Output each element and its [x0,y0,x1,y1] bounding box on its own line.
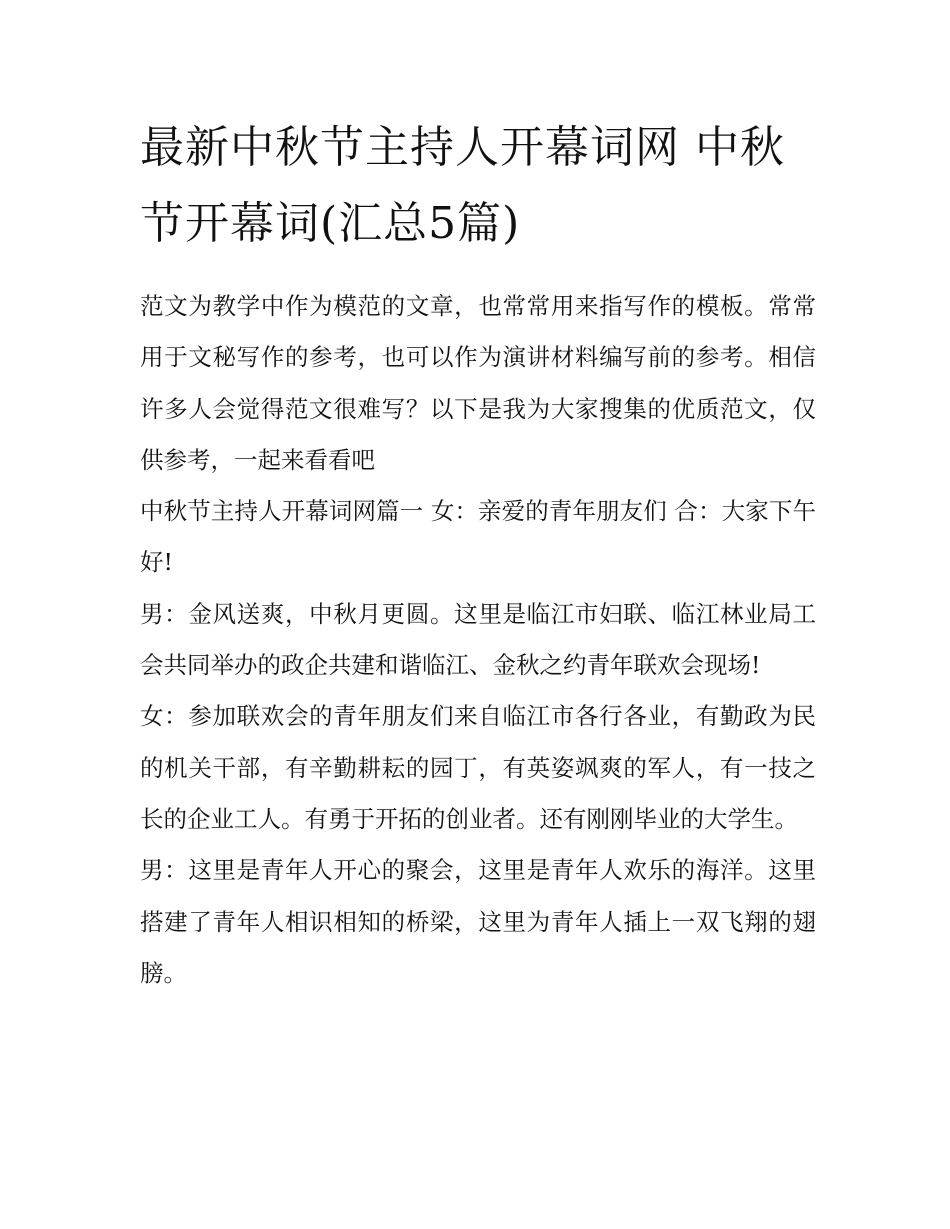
body-paragraph: 男：这里是青年人开心的聚会，这里是青年人欢乐的海洋。这里搭建了青年人相识相知的桥梁，这里为青年人插上一双飞翔的翅膀。 [140,856,816,987]
body-paragraph: 中秋节主持人开幕词网篇一 女：亲爱的青年朋友们 合：大家下午好! [140,497,816,577]
document-body [140,281,816,999]
document-content [140,110,816,999]
body-paragraph: 女：参加联欢会的青年朋友们来自临江市各行各业，有勤政为民的机关干部，有辛勤耕耘的园丁，有英姿飒爽的军人，有一技之长的企业工人。有勇于开拓的创业者。还有刚刚毕业的大学生。 [140,702,816,833]
body-paragraph: 男：金风送爽，中秋月更圆。这里是临江市妇联、临江林业局工会共同举办的政企共建和谐临江、金秋之约青年联欢会现场! [140,599,816,680]
document-title: 最新中秋节主持人开幕词网 中秋节开幕词(汇总5篇) [140,122,785,249]
intro-paragraph: 范文为教学中作为模范的文章，也常常用来指写作的模板。常常用于文秘写作的参考，也可以作为演讲材料编写前的参考。相信许多人会觉得范文很难写？以下是我为大家搜集的优质范文，仅供参考，一起来看看吧 [140,292,816,474]
